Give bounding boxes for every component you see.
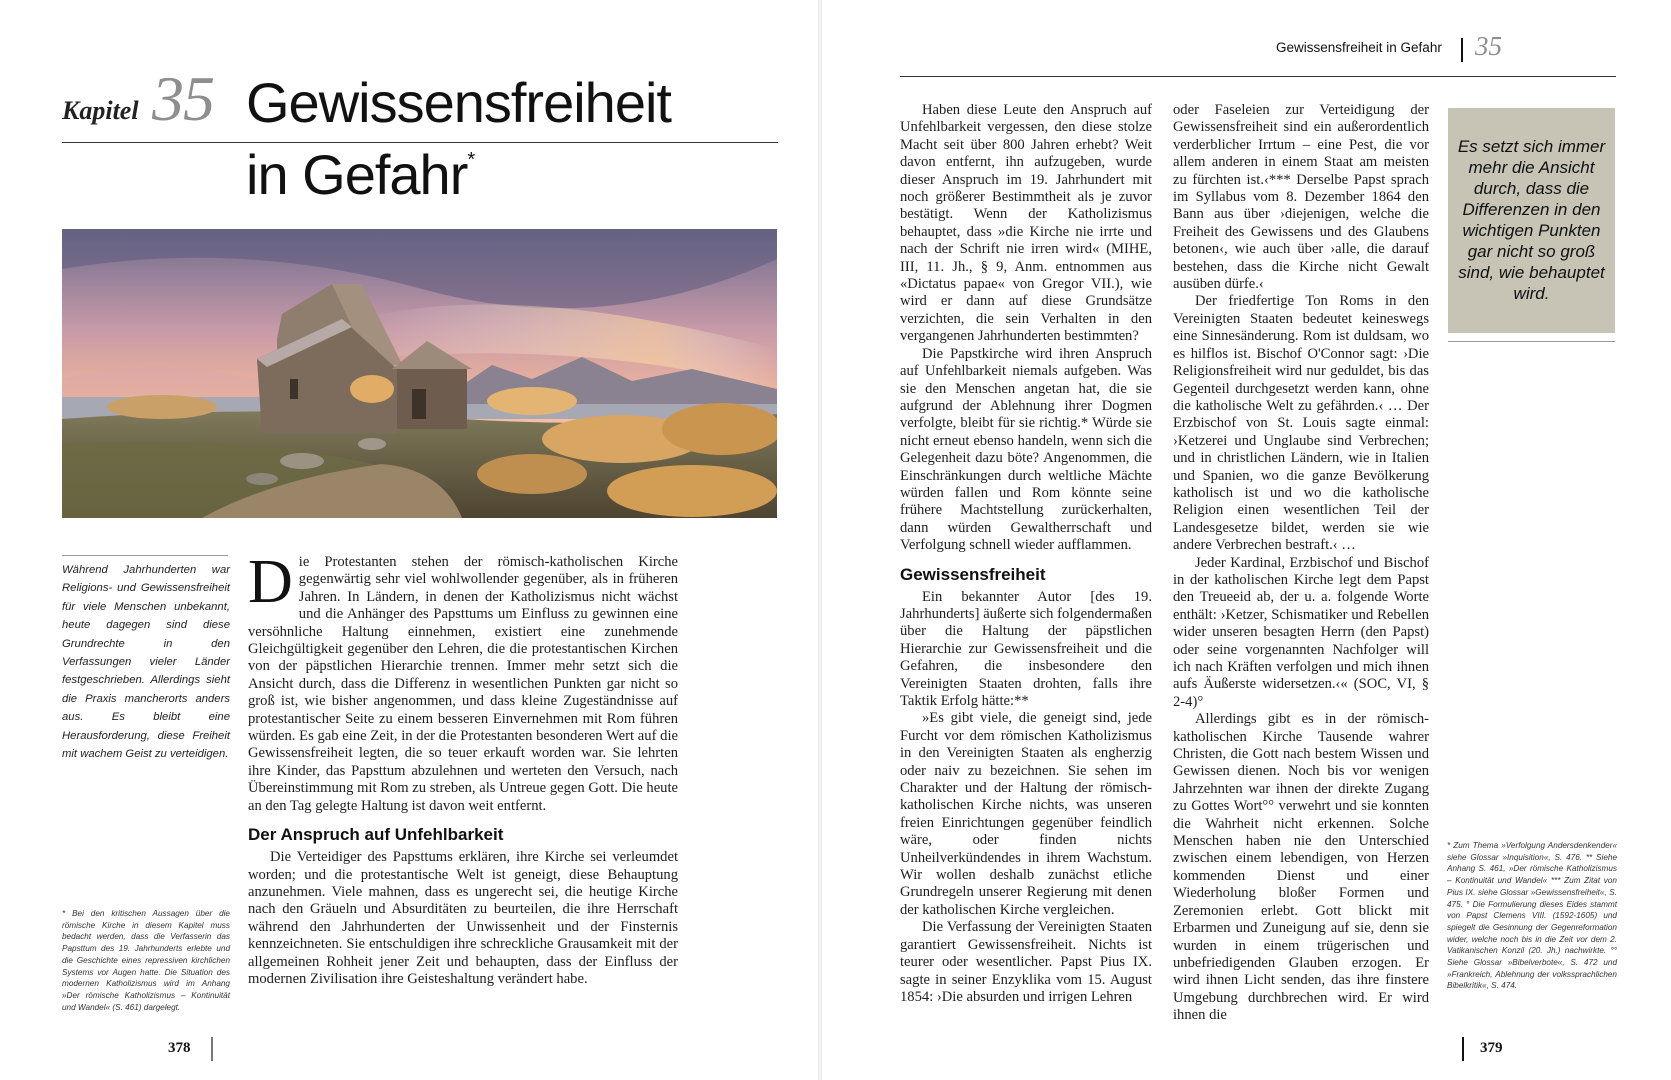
folio-bar-right (1462, 1037, 1464, 1061)
drop-cap: D (248, 548, 293, 616)
body-paragraph: Jeder Kardinal, Erzbischof und Bischof in der katholischen Kirche legt dem Papst den Treueeid ab, der u. a. folgende Worte enthält: ›Ketzer, Schismatiker und Rebellen wider unseren besagten Herrn (den Papst) oder seine vorgenannten Nachfolger will ich nach Kräften verfolgen und mich ihnen aufs Äußerste widersetzen.‹« (SOC, VI, § 2-4)° (1173, 554, 1429, 710)
section-heading-unfehlbarkeit: Der Anspruch auf Unfehlbarkeit (248, 825, 504, 845)
right-body-column-2 (1173, 102, 1429, 1025)
page-number-left: 378 (168, 1040, 191, 1056)
running-head-chapter-number: 35 (1475, 31, 1502, 61)
pull-quote: Es setzt sich immer mehr die Ansicht durch, dass die Differenzen in den wichtigen Punkten gar nicht so groß sind, wie behauptet wird. (1457, 137, 1606, 303)
body-paragraph: »Es gibt viele, die geneigt sind, jede Furcht vor dem römischen Katholizismus in den Vereinigten Staaten als engherzig oder naiv zu bezeichnen. Sie sehen im Charakter und der Haltung der römisch-katholischen Kirche nichts, was unseren freien Einrichtungen gegenüber feindlich wäre, oder finden nichts Unheilverkündendes in ihrem Wachstum. Wir wollen deshalb zunächst etliche Grundregeln unserer Regierung mit denen der katholischen Kirche vergleichen. (900, 710, 1152, 918)
header-rule (900, 76, 1616, 77)
body-paragraph: Allerdings gibt es in der römisch-katholischen Kirche Tausende wahrer Christen, die Gott nach bestem Wissen und Gewissen dienen. Noch bis vor wenigen Jahrzehnten war ihnen der direkte Zugang zu Gottes Wort°° verwehrt und sie konnten die Wahrheit nicht erkennen. Solche Menschen haben nie den Unterschied zwischen einem lebendigen, von Herzen kommenden Dienst und einer Wiederholung bloßer Formen und Zeremonien erlebt. Gott blickt mit Erbarmen und Zuneigung auf sie, denn sie wurden in einem trügerischen und unbefriedigenden Glauben erzogen. Er wird ihnen Licht senden, das ihre finstere Umgebung durchbrechen wird. Er wird ihnen die (1173, 711, 1429, 1024)
title-line2-text: in Gefahr (246, 143, 468, 206)
footnotes-right: * Zum Thema »Verfolgung Andersdenkender« siehe Glossar »Inquisition«, S. 476. ** Siehe Anhang S. 461, »Der römische Katholizismus – Kontinuität und Wandel« *** Zum Zitat von Pius IX. siehe Glossar »Gewissensfreiheit«, S. 475. ° Die Formulierung dieses Eides stammt von Papst Clemens VIII. (1592-1605) und spiegelt die Gesinnung der Gegenreformation wider, welche noch bis in die Zeit vor dem 2. Vatikanischen Konzil (20. Jh.) nachwirkte. °° Siehe Glossar »Bibelverbote«, S. 472 und »Frankreich, Ablehnung der volkssprachlichen Bibelkritik«, S. 474. (1447, 841, 1617, 991)
body-paragraph: Die Verteidiger des Papsttums erklären, ihre Kirche sei verleumdet worden; und die protestantische Welt ist geneigt, diese Behauptung anzunehmen. Viele mahnen, dass es ungerecht sei, die heutige Kirche nach den Gräueln und Absurditäten zu beurteilen, die ihre Herrschaft während den Jahrhunderten der Unwissenheit und der Finsternis kennzeichneten. Sie entschuldigen ihre schreckliche Grausamkeit mit der allgemeinen Rohheit jener Zeit und behaupten, dass der Einfluss der modernen Zivilisation ihre Geisteshaltung verändert habe. (248, 849, 678, 987)
sidebar-rule (62, 555, 228, 556)
left-body-column (248, 548, 678, 988)
body-paragraph (248, 548, 678, 815)
chapter-intro-sidebar: Während Jahrhunderten war Religions- und Gewissensfreiheit für viele Menschen unbekannt, heute dagegen sind diese Grundrechte in den Verfassungen vieler Länder festgeschrieben. Allerdings sieht die Praxis mancherorts anders aus. Es bleibt eine Herausforderung, diese Freiheit mit wachem Geist zu verteidigen. (62, 564, 230, 761)
chapel-illustration (62, 229, 777, 518)
title-footnote-mark: * (467, 149, 475, 171)
book-gutter (818, 0, 822, 1080)
page-number-right: 379 (1480, 1040, 1503, 1056)
pull-quote-rule (1448, 341, 1615, 342)
chapter-title-line2 (246, 142, 474, 207)
body-paragraph: Ein bekannter Autor [des 19. Jahrhunderts] äußerte sich folgendermaßen über die Haltung der päpstlichen Hierarchie zur Gewissensfreiheit und die Gefahren, die insbesondere den Vereinigten Staaten drohten, falls ihre Taktik Erfolg hätte:** (900, 588, 1152, 709)
section-heading-gewissensfreiheit: Gewissensfreiheit (900, 564, 1046, 584)
body-paragraph: oder Faseleien zur Verteidigung der Gewissensfreiheit sind ein außerordentlich verderblicher Irrtum – eine Pest, die vor allem anderen in einem Staat am meisten zu fürchten ist.‹*** Derselbe Papst sprach im Syllabus vom 8. Dezember 1864 den Bann aus über ›diejenigen, welche die Freiheit des Gewissens und des Glaubens betonen‹, wie auch über ›alle, die darauf bestehen, dass die Kirche nicht Gewalt ausüben dürfe.‹ (1173, 102, 1429, 293)
chapter-title-line1: Gewissensfreiheit (246, 71, 671, 134)
running-head-bar (1461, 38, 1463, 62)
running-head: Gewissensfreiheit in Gefahr (1276, 40, 1442, 55)
body-paragraph: Die Verfassung der Vereinigten Staaten garantiert Gewissensfreiheit. Nichts ist teurer oder wesentlicher. Papst Pius IX. sagte in seiner Enzyklika vom 15. August 1854: ›Die absurden und irrigen Lehren (900, 919, 1152, 1005)
chapter-label: Kapitel (62, 96, 139, 125)
body-paragraph: Die Papstkirche wird ihren Anspruch auf Unfehlbarkeit niemals aufgeben. Was sie den Menschen angetan hat, die sie aufgrund der Ablehnung ihrer Dogmen verfolgte, bleibt für sie richtig.* Würde sie nicht erneut ebenso handeln, wenn sich die Gelegenheit dazu böte? Angenommen, die Einschränkungen durch weltliche Mächte würden fallen und Rom könnte seine frühere Machtstellung zurückerhalten, dann würden Gewaltherrschaft und Verfolgung schnell wieder aufflammen. (900, 345, 1152, 554)
footnote-left: * Bei den kritischen Aussagen über die römische Kirche in diesem Kapitel muss bedacht werden, dass die Verfasserin das Papsttum des 19. Jahrhunderts erlebte und die Geschichte eines repressiven kirchlichen Systems vor Augen hatte. Die Situation des modernen Katholizismus wird im Anhang »Der römische Katholizismus – Kontinuität und Wandel« (S. 461) dargelegt. (62, 909, 230, 1012)
pull-quote-box (1448, 108, 1615, 333)
folio-bar-left (211, 1037, 213, 1061)
right-body-column-1 (900, 102, 1152, 1006)
body-paragraph: Der friedfertige Ton Roms in den Vereinigten Staaten bedeutet keineswegs eine Sinnesänderung. Rom ist duldsam, wo es hilflos ist. Bischof O'Connor sagt: ›Die Religionsfreiheit wird nur geduldet, bis das Gegenteil durchgesetzt werden kann, ohne die katholische Welt zu gefährden.‹ … Der Erzbischof von St. Louis sagte einmal: ›Ketzerei und Unglaube sind Verbrechen; und in christlichen Ländern, wie in Italien und Spanien, wo die ganze Bevölkerung katholisch ist und wo die katholische Religion einen wesentlichen Teil der Landesgesetze bildet, werden sie wie andere Verbrechen bestraft.‹ … (1173, 293, 1429, 554)
paragraph-text: ie Protestanten stehen der römisch-katholischen Kirche gegenwärtig sehr viel wohlwollender gegenüber, als in früheren Jahren. In Ländern, in denen der Katholizismus nicht wächst und die Anhänger des Papsttums um Einfluss zu gewinnen eine versöhnliche Haltung einnehmen, existiert eine zunehmende Gleichgültigkeit gegenüber den Lehren, die die protestantischen Kirchen von der päpstlichen Hierarchie trennen. Immer mehr setzt sich die Ansicht durch, dass die Differenz in wesentlichen Punkten gar nicht so groß ist, wie bisher angenommen, und dass kleine Zugeständnisse auf protestantischer Seite zu einem besseren Einvernehmen mit Rom führen würden. Es gab eine Zeit, in der die Protestanten besonderen Wert auf die Gewissensfreiheit legten, die so teuer erkauft worden war. Sie lehrten ihre Kinder, das Papsttum abzulehnen und werteten den Versuch, nach Übereinstimmung mit Rom zu streben, als Untreue gegen Gott. Die heute an den Tag gelegte Haltung ist davon weit entfernt. (248, 554, 678, 814)
chapter-number: 35 (152, 63, 214, 134)
chapel-sunset-photo (62, 229, 777, 518)
body-paragraph: Haben diese Leute den Anspruch auf Unfehlbarkeit vergessen, den diese stolze Macht seit über 800 Jahren erhebt? Weit davon entfernt, ihn aufzugeben, wurde dieser Anspruch im 19. Jahrhundert mit noch größerer Bestimmtheit als je zuvor bestätigt. Wenn der Katholizismus behauptet, dass »die Kirche nie irrte und nach der Schrift nie irren wird« (MIHE, III, 11. Jh., § 9, Anm. entnommen aus «Dictatus papae« von Gregor VII.), wie wird er dann auf diese Grundsätze verzichten, die sein Verhalten in den vergangenen Jahrhunderten bestimmten? (900, 102, 1152, 345)
